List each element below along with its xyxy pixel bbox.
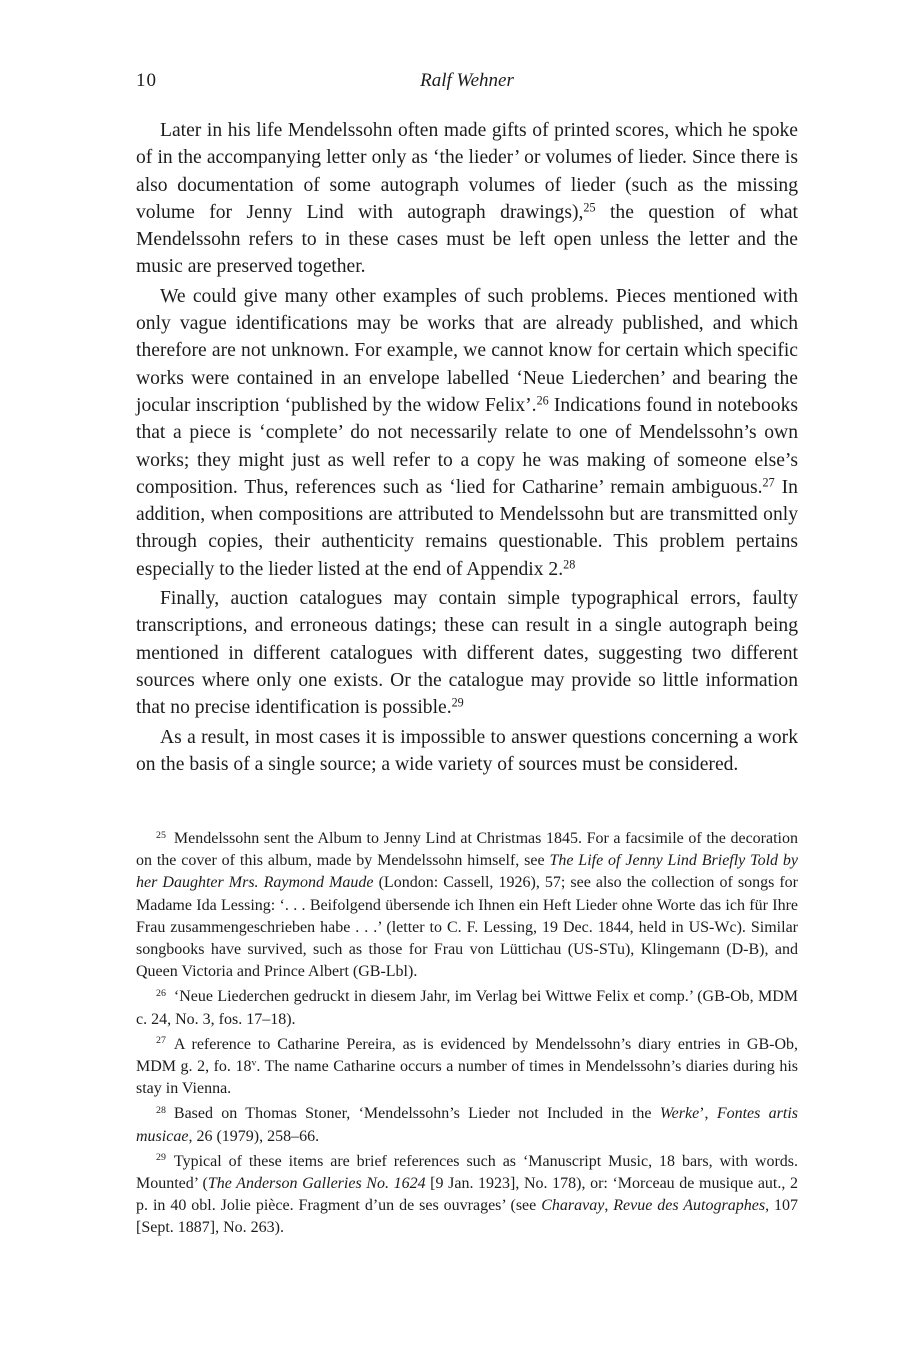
footnote-reference[interactable]: 29 xyxy=(451,695,464,710)
footnote-reference[interactable]: 26 xyxy=(536,393,549,408)
running-title: Ralf Wehner xyxy=(420,70,514,91)
footnote-number: 27 xyxy=(156,1035,166,1047)
paragraph: Later in his life Mendelssohn often made gifts of printed scores, which he spoke of in the accompanying letter only as ‘the lieder’ or volumes of lieder. Since there is also documentation of some autograph volumes of lieder (such as the missing volume for Jenny Lind with autograph drawings),$^{25}$ the question of what Mendelssohn refers to in these cases must be left open unless the letter and the music are preserved together. xyxy=(136,120,798,278)
footnote-28: $^{28}$ Based on Thomas Stoner, ‘Mendelssohn’s Lieder not Included in the Werke’, Fontes artis musicae, 26 (1979), 258–66. xyxy=(136,1104,799,1145)
paragraph: Finally, auction catalogues may contain simple typographical errors, faulty transcriptions, and erroneous datings; these can result in a single autograph being mentioned in different catalogues with different dates, suggesting two different sources where only one exists. Or the catalogue may provide so little information that no precise identification is possible.$^{29}$ xyxy=(136,588,798,719)
footnote-27: $^{27}$ A reference to Catharine Pereira, as is evidenced by Mendelssohn’s diary entries in GB-Ob, MDM g. 2, fo. 18$^v$. The name Catharine occurs a number of times in Mendelssohn’s diaries during his stay in Vienna. xyxy=(136,1035,798,1098)
running-head xyxy=(136,70,798,94)
footnote-29: $^{29}$ Typical of these items are brief references such as ‘Manuscript Music, 18 bars, with words. Mounted’ (The Anderson Galleries No. 1624 [9 Jan. 1923], No. 178), or: ‘Morceau de musique aut., 2 p. in 40 obl. Jolie pièce. Fragment d’un de ses ouvrages’ (see Charavay, Revue des Autographes, 107 [Sept. 1887], No. 263). xyxy=(136,1152,799,1237)
footnotes xyxy=(136,828,798,1243)
footnote-reference[interactable]: 28 xyxy=(563,557,576,572)
paragraph: As a result, in most cases it is impossible to answer questions concerning a work on the basis of a single source; a wide variety of sources must be considered. xyxy=(136,726,798,775)
footnote-number: 25 xyxy=(156,829,166,841)
footnote-number: 28 xyxy=(156,1104,166,1116)
page-number: 10 xyxy=(136,70,157,91)
footnote-number: 26 xyxy=(156,987,166,999)
footnote-reference[interactable]: 25 xyxy=(583,200,596,215)
footnote-reference[interactable]: 27 xyxy=(762,475,775,490)
footnote-26: $^{26}$ ‘Neue Liederchen gedruckt in diesem Jahr, im Verlag bei Wittwe Felix et comp.’ (GB-Ob, MDM c. 24, No. 3, fos. 17–18). xyxy=(136,987,798,1028)
footnote-number: 29 xyxy=(156,1152,166,1164)
main-text xyxy=(136,117,798,778)
footnote-25: $^{25}$ Mendelssohn sent the Album to Jenny Lind at Christmas 1845. For a facsimile of the decoration on the cover of this album, made by Mendelssohn himself, see The Life of Jenny Lind Briefly Told by her Daughter Mrs. Raymond Maude (London: Cassell, 1926), 57; see also the collection of songs for Madame Ida Lessing: ‘. . . Beifolgend übersende ich Ihnen ein Heft Lieder ohne Worte das ich für Ihre Frau zusammengeschrieben habe . . .’ (letter to C. F. Lessing, 19 Dec. 1844, held in US-Wc). Similar songbooks have survived, such as those for Frau von Lüttichau (US-STu), Klingemann (D-B), and Queen Victoria and Prince Albert (GB-Lbl). xyxy=(136,829,799,981)
paragraph: We could give many other examples of such problems. Pieces mentioned with only vague identifications may be works that are already published, and which therefore are not unknown. For example, we cannot know for certain which specific works were contained in an envelope labelled ‘Neue Liederchen’ and bearing the jocular inscription ‘published by the widow Felix’.$^{26}$ Indications found in notebooks that a piece is ‘complete’ do not necessarily relate to one of Mendelssohn’s own works; they might just as well refer to a copy he was making of someone else’s composition. Thus, references such as ‘lied for Catharine’ remain ambiguous.$^{27}$ In addition, when compositions are attributed to Mendelssohn but are transmitted only through copies, their authenticity remains questionable. This problem pertains especially to the lieder listed at the end of Appendix 2.28 xyxy=(136,285,798,580)
